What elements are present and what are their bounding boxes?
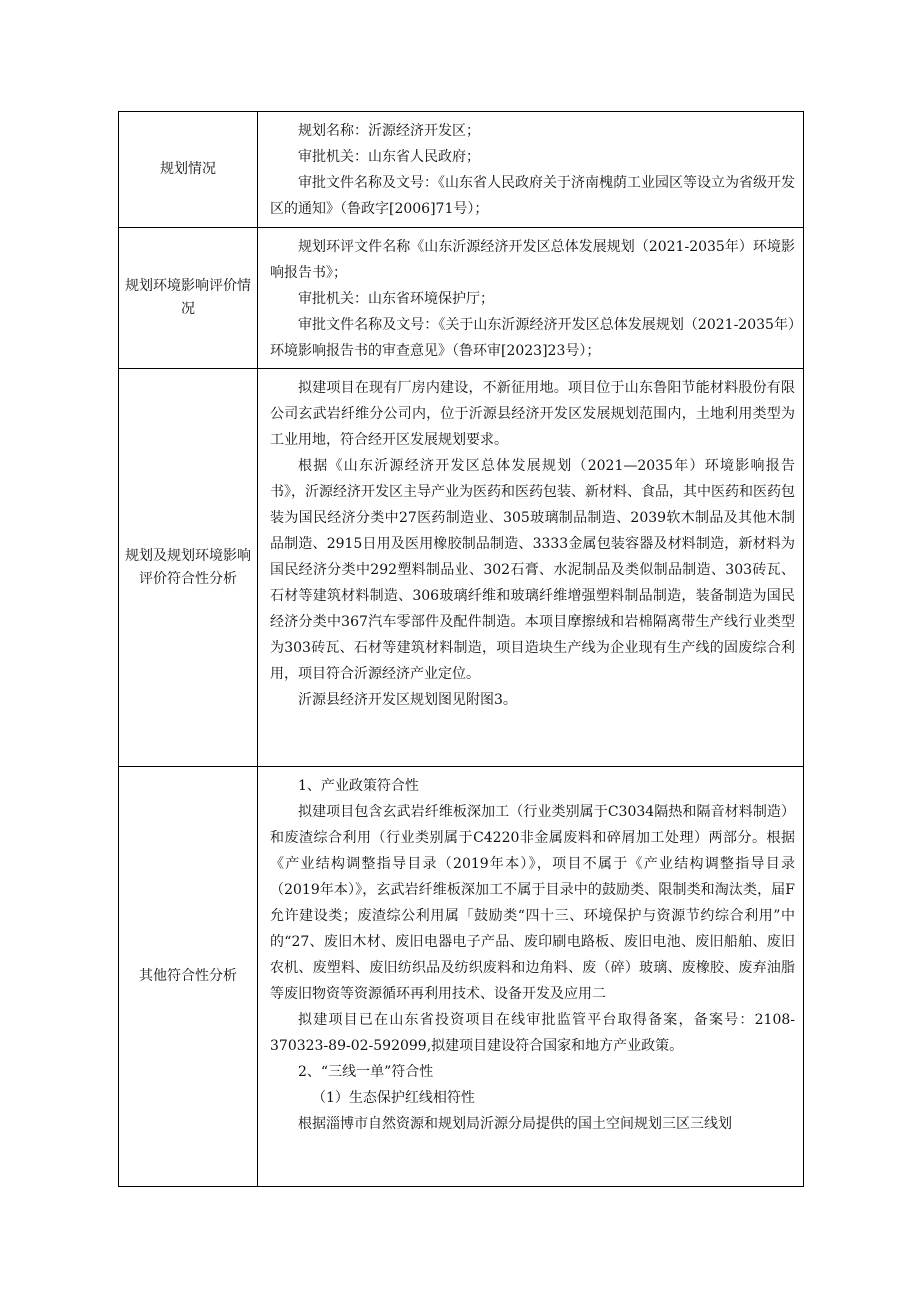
paragraph: 审批机关：山东省人民政府；: [298, 149, 480, 165]
table-row: [119, 369, 804, 767]
subsection-heading: （1）生态保护红线相符性: [312, 1090, 475, 1106]
row-content: [258, 112, 804, 228]
row-label: 其他符合性分析: [119, 767, 258, 1187]
row-label: 规划环境影响评价情况: [119, 228, 258, 369]
table-row: [119, 228, 804, 369]
paragraph: 审批文件名称及文号：《关于山东沂源经济开发区总体发展规划（2021-2035年）环境影响报告书的审查意见》（鲁环审[2023]23号）；: [270, 317, 795, 359]
section-heading: 2、“三线一单”符合性: [298, 1064, 434, 1080]
paragraph: 规划环评文件名称《山东沂源经济开发区总体发展规划（2021-2035年）环境影响报告书》；: [270, 239, 795, 281]
row-label: 规划及规划环境影响评价符合性分析: [119, 369, 258, 767]
paragraph: 规划名称：沂源经济开发区；: [298, 123, 480, 139]
paragraph: 审批机关：山东省环境保护厅；: [298, 291, 494, 307]
paragraph: 沂源县经济开发区规划图见附图3。: [298, 692, 517, 708]
paragraph: 拟建项目在现有厂房内建设，不新征用地。项目位于山东鲁阳节能材料股份有限公司玄武岩纤维分公司内，位于沂源县经济开发区发展规划范围内，土地利用类型为工业用地，符合经开区发展规划要求。: [270, 380, 795, 448]
section-heading: 1、产业政策符合性: [298, 778, 419, 794]
table-row: [119, 767, 804, 1187]
paragraph: 根据淄博市自然资源和规划局沂源分局提供的国土空间规划三区三线划: [298, 1116, 732, 1132]
document-table: [118, 111, 804, 1187]
row-content: [258, 369, 804, 767]
paragraph: 根据《山东沂源经济开发区总体发展规划（2021—2035年）环境影响报告书》，沂源经济开发区主导产业为医药和医药包装、新材料、食品，其中医药和医药包装为国民经济分类中27医药制造业、305玻璃制品制造、2039软木制品及其他木制品制造、2915日用及医用橡胶制品制造、3333金属包装容器及材料制造，新材料为国民经济分类中292塑料制品业、302石膏、水泥制品及类似制品制造、303砖瓦、石材等建筑材料制造、306玻璃纤维和玻璃纤维增强塑料制品制造，装备制造为国民经济分类中367汽车零部件及配件制造。本项目摩擦绒和岩棉隔离带生产线行业类型为303砖瓦、石材等建筑材料制造，项目造块生产线为企业现有生产线的固废综合利用，项目符合沂源经济产业定位。: [270, 458, 795, 682]
row-label: 规划情况: [119, 112, 258, 228]
paragraph: 拟建项目已在山东省投资项目在线审批监管平台取得备案，备案号：2108-370323-89-02-592099,拟建项目建设符合国家和地方产业政策。: [270, 1012, 795, 1054]
row-content: [258, 767, 804, 1187]
row-content: [258, 228, 804, 369]
paragraph: 审批文件名称及文号：《山东省人民政府关于济南槐荫工业园区等设立为省级开发区的通知》（鲁政字[2006]71号）；: [270, 175, 795, 217]
table-row: [119, 112, 804, 228]
paragraph: 拟建项目包含玄武岩纤维板深加工（行业类别属于C3034隔热和隔音材料制造）和废渣综合利用（行业类别属于C4220非金属废料和碎屑加工处理）两部分。根据《产业结构调整指导目录（2019年本）》，项目不属于《产业结构调整指导目录（2019年本）》，玄武岩纤维板深加工不属于目录中的鼓励类、限制类和淘汰类，届F允许建设类；废渣综公利用属「鼓励类“四十三、环境保护与资源节约综合利用”中的“27、废旧木材、废旧电器电子产品、废印刷电路板、废旧电池、废旧船舶、废旧农机、废塑料、废旧纺织品及纺织废料和边角料、废（碎）玻璃、废橡胶、废弃油脂等废旧物资等资源循环再利用技术、设备开发及应用二: [270, 804, 795, 1002]
